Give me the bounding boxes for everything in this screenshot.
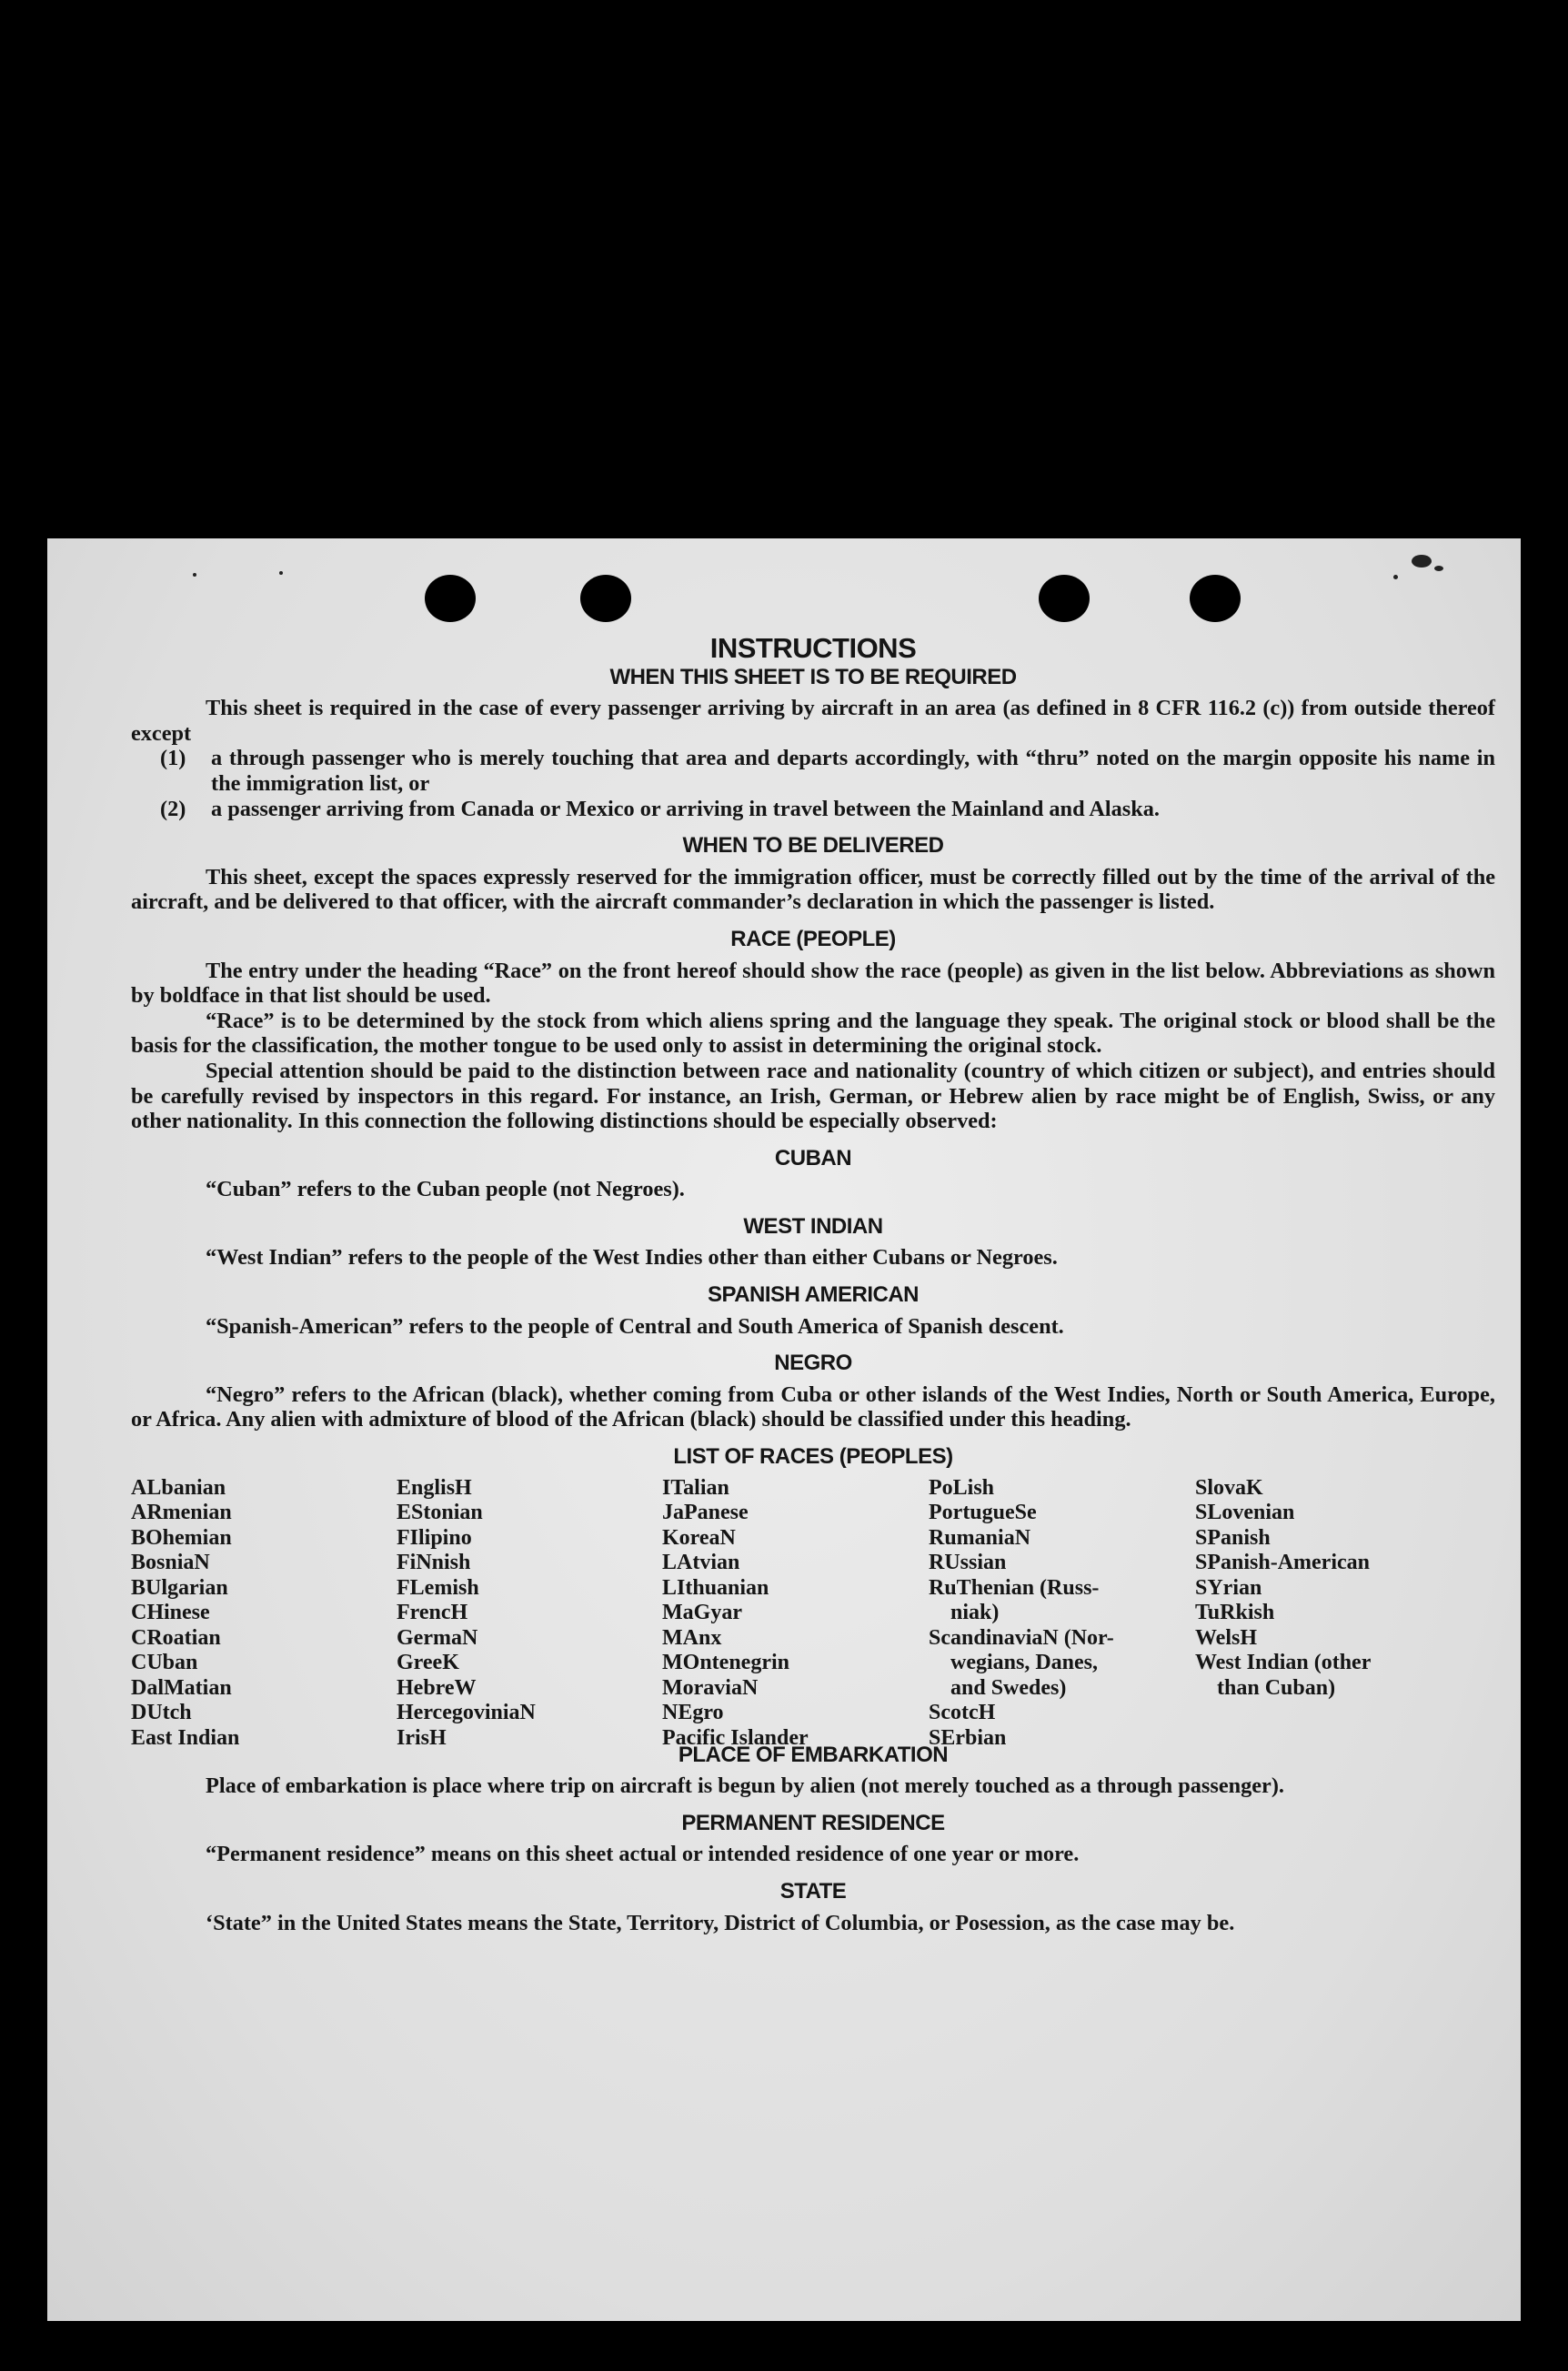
race-entry: DalMatian [131,1675,232,1700]
race-entry: wegians, Danes, [950,1651,1099,1675]
race-entry: ARmenian [131,1501,232,1525]
item-text: a passenger arriving from Canada or Mexico or arriving in travel between the Mainland and Alaska. [211,796,1160,821]
section-heading-state: STATE [779,1879,847,1904]
race-entry: CRoatian [131,1625,221,1650]
race-entry: HebreW [397,1675,477,1700]
paragraph-race: Special attention should be paid to the distinction between race and nationality (country of which citizen or subject), and entries should be carefully revised by inspectors in this regard. For instance, an Irish, German, or Hebrew alien by race might be of English, Swiss, or any other nationality. In this connection the following distinctions should be especially observed: [131,1058,1495,1134]
race-entry: SLovenian [1195,1501,1295,1525]
race-entry: PoLish [929,1475,995,1500]
paragraph-negro: “Negro” refers to the African (black), whether coming from Cuba or other islands of the West Indies, North or South America, Europe, or Africa. Any alien with admixture of blood of the African (black) should be classified under this heading. [131,1381,1495,1432]
race-entry: ScandinaviaN (Nor- [929,1625,1114,1650]
race-entry: EnglisH [397,1475,472,1500]
race-entry: LAtvian [662,1551,740,1575]
race-entry: SErbian [929,1725,1007,1750]
race-entry: Pacific Islander [662,1725,809,1750]
instructions-content [131,632,1495,1935]
speck [193,573,196,577]
race-entry: CHinese [131,1601,210,1625]
race-entry: GreeK [397,1651,459,1675]
section-heading-race: RACE (PEOPLE) [730,926,896,951]
race-entry: SlovaK [1195,1475,1263,1500]
paragraph-race: The entry under the heading “Race” on the front hereof should show the race (people) as given in the list below. Abbreviations as shown by boldface in that list should be used. [131,958,1495,1009]
document-page [47,538,1521,2321]
paragraph-spanish-american: “Spanish-American” refers to the people of Central and South America of Spanish descent. [206,1313,1064,1339]
races-list [131,1475,1495,1750]
race-entry: ScotcH [929,1701,996,1725]
speck [1434,566,1443,571]
race-entry: BUlgarian [131,1575,228,1600]
section-heading-list-of-races: LIST OF RACES (PEOPLES) [673,1444,953,1470]
speck [1393,575,1398,579]
race-entry: FrencH [397,1601,468,1625]
race-entry: GermaN [397,1625,478,1650]
race-entry: SYrian [1195,1575,1262,1600]
punch-hole [1190,575,1241,622]
punch-hole [1039,575,1090,622]
race-entry: IrisH [397,1725,447,1750]
race-entry: ALbanian [131,1475,226,1500]
section-heading-west-indian: WEST INDIAN [743,1213,883,1239]
race-entry: RuThenian (Russ- [929,1575,1100,1600]
race-entry: TuRkish [1195,1601,1275,1625]
race-entry: WelsH [1195,1625,1258,1650]
race-entry: BosniaN [131,1551,210,1575]
race-entry: MoraviaN [662,1675,759,1700]
race-entry: LIthuanian [662,1575,769,1600]
item-number: (1) [160,746,186,771]
race-entry: SPanish-American [1195,1551,1370,1575]
race-entry: HercegoviniaN [397,1701,536,1725]
race-entry: SPanish [1195,1525,1271,1550]
race-entry: PortugueSe [929,1501,1037,1525]
speck [1412,555,1432,568]
paragraph-cuban: “Cuban” refers to the Cuban people (not Negroes). [206,1177,685,1202]
race-entry: niak) [950,1601,1000,1625]
race-entry: FIlipino [397,1525,472,1550]
paragraph-state: ‘State” in the United States means the State, Territory, District of Columbia, or Posession, as the case may be. [206,1910,1235,1935]
section-heading-delivered: WHEN TO BE DELIVERED [682,833,944,859]
race-entry: NEgro [662,1701,724,1725]
speck [279,571,283,575]
race-entry: FiNnish [397,1551,471,1575]
race-entry: West Indian (other [1195,1651,1372,1675]
list-item [131,746,1495,796]
races-column [131,1476,395,1752]
race-entry: DUtch [131,1701,192,1725]
page-title: INSTRUCTIONS [709,632,917,664]
race-entry: East Indian [131,1725,240,1750]
punch-hole [580,575,631,622]
paragraph-required: This sheet is required in the case of every passenger arriving by aircraft in an area (as defined in 8 CFR 116.2 (c)) from outside thereof except [131,696,1495,746]
races-column [397,1476,660,1752]
races-column [1195,1476,1459,1702]
race-entry: KoreaN [662,1525,736,1550]
race-entry: FLemish [397,1575,479,1600]
section-heading-required: WHEN THIS SHEET IS TO BE REQUIRED [609,664,1017,689]
race-entry: MaGyar [662,1601,742,1625]
race-entry: ITalian [662,1475,729,1500]
punch-hole [425,575,476,622]
race-entry: CUban [131,1651,198,1675]
race-entry: RumaniaN [929,1525,1031,1550]
section-heading-spanish-american: SPANISH AMERICAN [707,1282,919,1308]
race-entry: MOntenegrin [662,1651,789,1675]
race-entry: RUssian [929,1551,1007,1575]
races-column [929,1476,1192,1752]
section-heading-negro: NEGRO [774,1351,852,1376]
section-heading-cuban: CUBAN [774,1145,852,1170]
race-entry: EStonian [397,1501,483,1525]
list-item [131,797,1495,822]
paragraph-race: “Race” is to be determined by the stock from which aliens spring and the language they speak. The original stock or blood shall be the basis for the classification, the mother tongue to be used only to assist in determining the original stock. [131,1008,1495,1059]
race-entry: MAnx [662,1625,722,1650]
section-heading-embarkation: PLACE OF EMBARKATION [678,1742,949,1767]
paragraph-delivered: This sheet, except the spaces expressly reserved for the immigration officer, must be correctly filled out by the time of the arrival of the aircraft, and be delivered to that officer, with the aircraft commander’s declaration in which the passenger is listed. [131,864,1495,915]
races-column [662,1476,926,1752]
paragraph-west-indian: “West Indian” refers to the people of the West Indies other than either Cubans or Negroes. [206,1245,1058,1271]
item-text: a through passenger who is merely touching that area and departs accordingly, with “thru” noted on the margin opposite his name in the immigration list, or [211,746,1495,796]
race-entry: JaPanese [662,1501,749,1525]
item-number: (2) [160,796,186,821]
paragraph-embarkation: Place of embarkation is place where trip on aircraft is begun by alien (not merely touched as a through passenger). [206,1773,1284,1799]
race-entry: than Cuban) [1217,1675,1336,1700]
paragraph-residence: “Permanent residence” means on this sheet actual or intended residence of one year or more. [206,1842,1080,1867]
section-heading-residence: PERMANENT RESIDENCE [681,1810,945,1835]
race-entry: BOhemian [131,1525,232,1550]
race-entry: and Swedes) [950,1675,1067,1700]
